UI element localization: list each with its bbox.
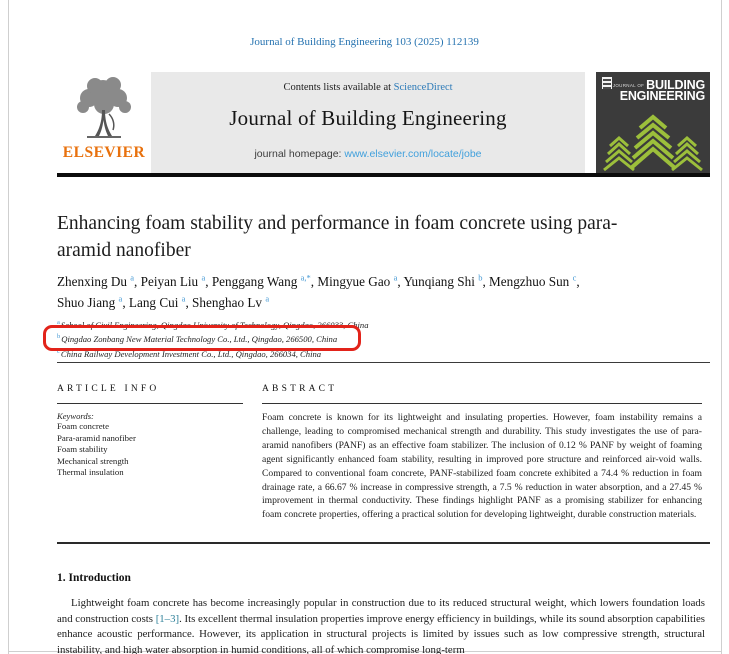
author: Shuo Jiang $^a$, [57, 293, 129, 311]
abstract-section [262, 384, 702, 522]
abstract-rule [262, 403, 702, 404]
cover-title-line1: BUILDING [646, 78, 705, 92]
article-title: Enhancing foam stability and performance in foam concrete using para-aramid nanofiber [57, 213, 618, 261]
masthead-divider-bar [57, 173, 710, 177]
affiliation-list [57, 317, 677, 360]
author-affiliation-sup: a,* [300, 273, 311, 283]
author-affiliation-sup: a [265, 293, 270, 304]
journal-citation-link[interactable]: Journal of Building Engineering 103 (2025) 112139 [250, 36, 479, 48]
introduction-paragraph [57, 596, 705, 654]
page-left-border [8, 0, 9, 654]
abstract-heading: ABSTRACT [262, 384, 338, 394]
cover-title-line2: ENGINEERING [619, 89, 705, 103]
elsevier-tree-icon [73, 74, 135, 146]
article-info-rule [57, 403, 243, 404]
author-affiliation-sup: a [181, 293, 186, 304]
author-affiliation-sup: a [201, 273, 206, 283]
author: Penggang Wang $^{a,*}$, [211, 273, 318, 290]
author-affiliation-sup: a [118, 293, 123, 304]
author: Mengzhuo Sun $^c$, [489, 273, 580, 290]
author-affiliation-sup: b [478, 273, 483, 283]
elsevier-logo [57, 72, 151, 173]
homepage-url-link[interactable]: www.elsevier.com/locate/jobe [344, 148, 482, 160]
author-affiliation-sup: c [572, 273, 577, 283]
affiliation-line: $^c$China Railway Development Investment Co., Ltd., Qingdao, 266034, China [57, 347, 322, 359]
cover-title-block [613, 79, 705, 102]
page-right-border [721, 0, 722, 654]
contents-line [151, 82, 585, 93]
author: Yunqiang Shi $^b$, [403, 273, 490, 290]
keyword-item: Mechanical strength [57, 455, 129, 466]
citation-link[interactable]: [1–3] [155, 612, 180, 625]
journal-masthead-band [151, 72, 585, 173]
affiliation-line: $^b$Qingdao Zonbang New Material Technology Co., Ltd., Qingdao, 266500, China [57, 333, 338, 345]
contents-prefix: Contents lists available at [283, 82, 394, 93]
intro-text-before: Lightweight foam concrete has become increasingly popular in construction due to its reduced structural weight, which lowers foundation loads and construction costs [57, 597, 705, 625]
author: Shenghao Lv $^a$ [192, 293, 270, 311]
keyword-item: Thermal insulation [57, 467, 124, 478]
keyword-item: Para-aramid nanofiber [57, 432, 136, 443]
author-affiliation-sup: a [130, 273, 135, 283]
keyword-item: Foam stability [57, 444, 108, 455]
author: Lang Cui $^a$, [128, 293, 193, 311]
article-info-heading: ARTICLE INFO [57, 384, 160, 394]
abstract-text: Foam concrete is known for its lightweight and insulating properties. However, foam instability remains a challenge, leading to compromised mechanical strength and durability. This study investigates the use of para-aramid nanofibers (PANF) as an effective foam stabilizer. The inclusion of 0.12 % PANF by weight of foaming agent significantly enhanced foam stability, resulting in improved pore structure and reinforced air-void walls. Compared to conventional foam concrete, PANF-stabilized foam concrete exhibited a 74.4 % reduction in foam drainage rate, a 66.67 % increase in compressive strength, a 7.5 % reduction in water absorption, and a 27.45 % improvement in thermal conductivity. These findings highlight PANF as a promising stabilizer for enhancing foam concrete properties, offering a practical solution for developing lightweight, durable construction materials. [262, 412, 702, 521]
journal-cover-thumbnail [596, 72, 710, 173]
author: Peiyan Liu $^a$, [140, 273, 212, 290]
journal-title: Journal of Building Engineering [229, 106, 507, 130]
homepage-line [151, 148, 585, 160]
elsevier-wordmark: ELSEVIER [62, 144, 146, 161]
author-list [57, 270, 602, 312]
cover-publisher-mark-icon [602, 77, 612, 89]
author: Mingyue Gao $^a$, [317, 273, 404, 290]
article-info-section [57, 384, 243, 479]
homepage-label: journal homepage: [254, 148, 345, 160]
sciencedirect-link[interactable]: ScienceDirect [393, 82, 453, 93]
introduction-heading: 1. Introduction [57, 572, 131, 584]
cover-kicker: JOURNAL OF [612, 83, 645, 88]
affiliation-line: $^a$School of Civil Engineering, Qingdao University of Technology, Qingdao, 266033, China [57, 319, 369, 330]
affiliations-divider-rule [57, 362, 710, 363]
cover-trees-icon [596, 112, 710, 173]
author: Zhenxing Du $^a$, [57, 273, 141, 290]
intro-text-after: . Its excellent thermal insulation properties improve energy efficiency in buildings, while its sound absorption capabilities enhance acoustic performance. However, its application in structural projects is limited by issues such as low compressive strength, structural instability, and high water absorption in humid conditions, all of which compromise long-term [57, 612, 706, 654]
keyword-item: Foam concrete [57, 421, 110, 431]
author-affiliation-sup: a [393, 273, 398, 283]
keywords-label: Keywords: [57, 411, 94, 421]
abstract-bottom-rule [57, 542, 710, 544]
